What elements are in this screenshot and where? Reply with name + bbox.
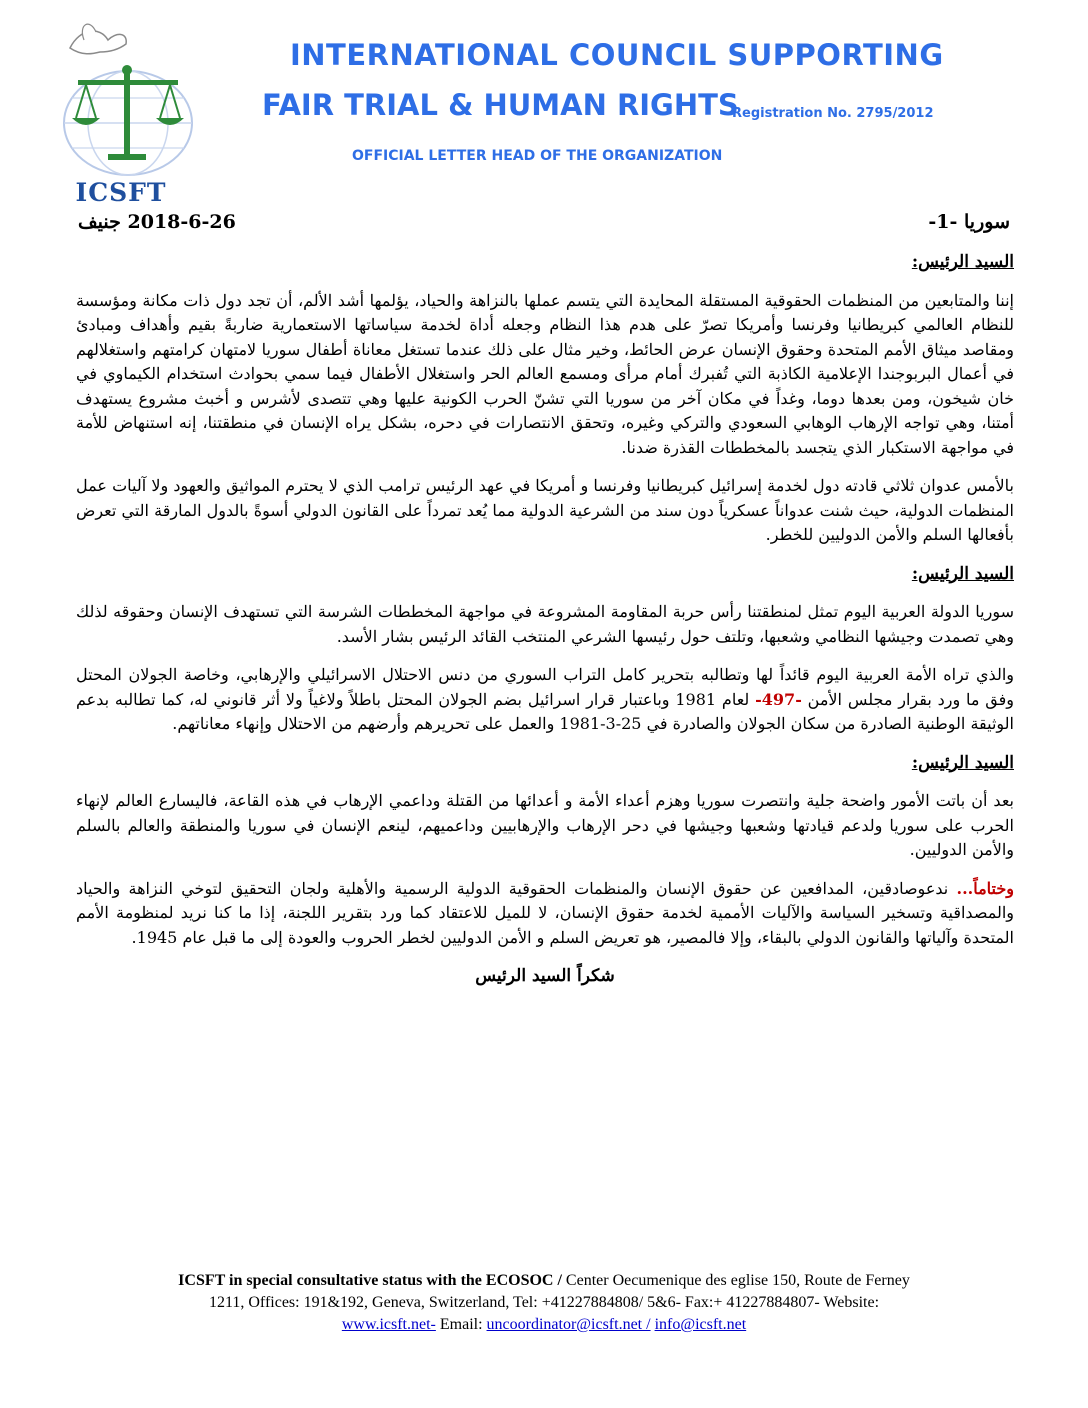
registration-number: Registration No. 2795/2012 <box>732 106 934 121</box>
body-paragraph: سوريا الدولة العربية اليوم تمثل لمنطقتنا رأس حربة المقاومة المشروعة في مواجهة المخططات الشرسة التي تستهدف الإنسان وحقوقه لذلك وهي تصمدت وجيشها النظامي وشعبها، وتلتف حول رئيسها الشرعي المنتخب القائد الرئيس بشار الأسد. <box>76 602 1015 646</box>
footer-status: ICSFT in special consultative status with the ECOSOC / <box>178 1272 562 1289</box>
email-link-info[interactable]: info@icsft.net <box>654 1316 747 1333</box>
letter-body <box>76 250 1014 1003</box>
body-paragraph: إننا والمتابعين من المنظمات الحقوقية المستقلة المحايدة التي يتسم عملها بالنزاهة والحياد، يؤلمها أشد الألم، أن تجد دول ذات مكانة ومؤسسة للنظام العالمي كبريطانيا وفرنسا وأمريكا تصرّ على هدم هذا النظام وجعله أداة لخدمة سياساتها الاستعمارية ضاربةً بقيم وأهداف ومبادئ ومقاصد ميثاق الأمم المتحدة وحقوق الإنسان عرض الحائط، وخير مثال على ذلك عندما تستغل معاناة أطفال سوريا لامتهان كرامتهم واستغلالهم في أعمال البربوجندا الإعلامية الكاذبة التي تُفبرك أمام مرأى ومسمع العالم الحر واستغلال الأطفال فيما سمي بحوادث استخدام الكيماوي في خان شيخون، ومن بعدها دوما، وغداً في مكان آخر من سوريا التي تشنّ الحرب الكونية عليها وهي تتصدى لأشرس و أخبث مشروع يستهدف أمتنا، وهي تواجه الإرهاب الوهابي السعودي والتركي وغيره، وتحقق الانتصارات في دحره، بشكل يراه الإنسان في منطقتنا، إنه استنهاض للأمة في مواجهة الاستكبار الذي يتجسد بالمخططات القذرة ضدنا. <box>76 290 1015 457</box>
resolution-number: -497- <box>755 689 802 709</box>
document-code: سوريا -1- <box>928 211 1010 233</box>
letter-footer <box>60 1270 1028 1336</box>
scales-globe-dove-icon <box>56 18 206 183</box>
salutation-heading: السيد الرئيس: <box>911 563 1014 584</box>
organization-logo <box>56 18 206 218</box>
body-paragraph <box>76 877 1014 951</box>
salutation-heading: السيد الرئيس: <box>911 252 1014 272</box>
letterhead-subtitle: OFFICIAL LETTER HEAD OF THE ORGANIZATION <box>352 148 723 164</box>
logo-text: ICSFT <box>75 178 167 207</box>
email-link-coordinator[interactable]: uncoordinator@icsft.net / <box>486 1316 651 1333</box>
email-label: Email: <box>435 1316 487 1333</box>
body-paragraph <box>76 663 1014 737</box>
closing-line: شكراً السيد الرئيس <box>475 966 615 986</box>
website-link[interactable]: www.icsft.net- <box>341 1316 436 1333</box>
body-paragraph: بعد أن باتت الأمور واضحة جلية وانتصرت سوريا وهزم أعداء الأمة و أعدائها من القتلة وداعمي الإرهاب في هذه القاعة، فاليسارع العالم لإنهاء الحرب على سوريا ولدعم قيادتها وشعبها وجيشها في دحر الإرهاب والإرهابيين وداعميهم، لينعم الإنسان في سوريا والمنطقة والعالم بالسلم والأمن الدوليين. <box>76 791 1014 859</box>
conclusion-marker: وختاماً... <box>956 878 1014 898</box>
letter-date: 2018-6-26 جنيف <box>78 211 236 233</box>
footer-line1 <box>60 1270 1028 1292</box>
organization-name-line1: INTERNATIONAL COUNCIL SUPPORTING <box>290 38 944 72</box>
body-paragraph: بالأمس عدوان ثلاثي قادته دول لخدمة إسرائيل كبريطانيا وفرنسا و أمريكا في عهد الرئيس ترامب الذي لا يحترم المواثيق والعهود ولا آليات عمل المنظمات الدولية، حيث شنت عدواناً عسكرياً دون سند من الشرعية الدولية مما يُعد تمرداً على القانون الدولي أسوةً بالدول المارقة التي تعرض بأفعالها السلم والأمن الدوليين للخطر. <box>76 476 1014 544</box>
footer-line3 <box>60 1314 1028 1336</box>
paragraph-text: والذي تراه الأمة العربية اليوم قائداً لها وتطالبه بتحرير كامل التراب السوري من دنس الاحتلال الاسرائيلي والإرهابي، وخاصة الجولان المحتل وفق ما ورد بقرار مجلس الأمن <box>76 665 1015 709</box>
salutation-heading: السيد الرئيس: <box>911 752 1014 773</box>
paragraph-text: لعام 1981 وباعتبار قرار اسرائيل بضم الجولان المحتل باطلاً ولاغياً ولا أثر قانوني له، كما تطالبه بدعم الوثيقة الوطنية الصادرة من سكان الجولان والصادرة في 25-3-1981 والعمل على تحريرهم وأرضهم من الاحتلال وإنهاء معاناتهم. <box>76 689 1014 733</box>
footer-line2: 1211, Offices: 191&192, Geneva, Switzerland, Tel: +41227884808/ 5&6- Fax:+ 41227884807- Website: <box>208 1294 880 1311</box>
organization-name-line2: FAIR TRIAL & HUMAN RIGHTS <box>262 88 739 122</box>
paragraph-text: ندعوصادقين، المدافعين عن حقوق الإنسان والمنظمات الحقوقية الدولية الرسمية والأهلية ولجان التحقيق لتوخي النزاهة والحياد والمصداقية وتسخير السياسة والآليات الأممية لخدمة حقوق الإنسان، لا للميل للاعتقاد كما ورد بتقرير اللجنة، إذا ما كنا نريد لمنظومة الأمم المتحدة وآلياتها والقانون الدولي بالبقاء، وإلا فالمصير، هو تعريض السلم و الأمن الدوليين لخطر الحروب والعودة إلى ما قبل عام 1945. <box>76 878 1015 947</box>
footer-address: Center Oecumenique des eglise 150, Route de Ferney <box>561 1272 910 1289</box>
